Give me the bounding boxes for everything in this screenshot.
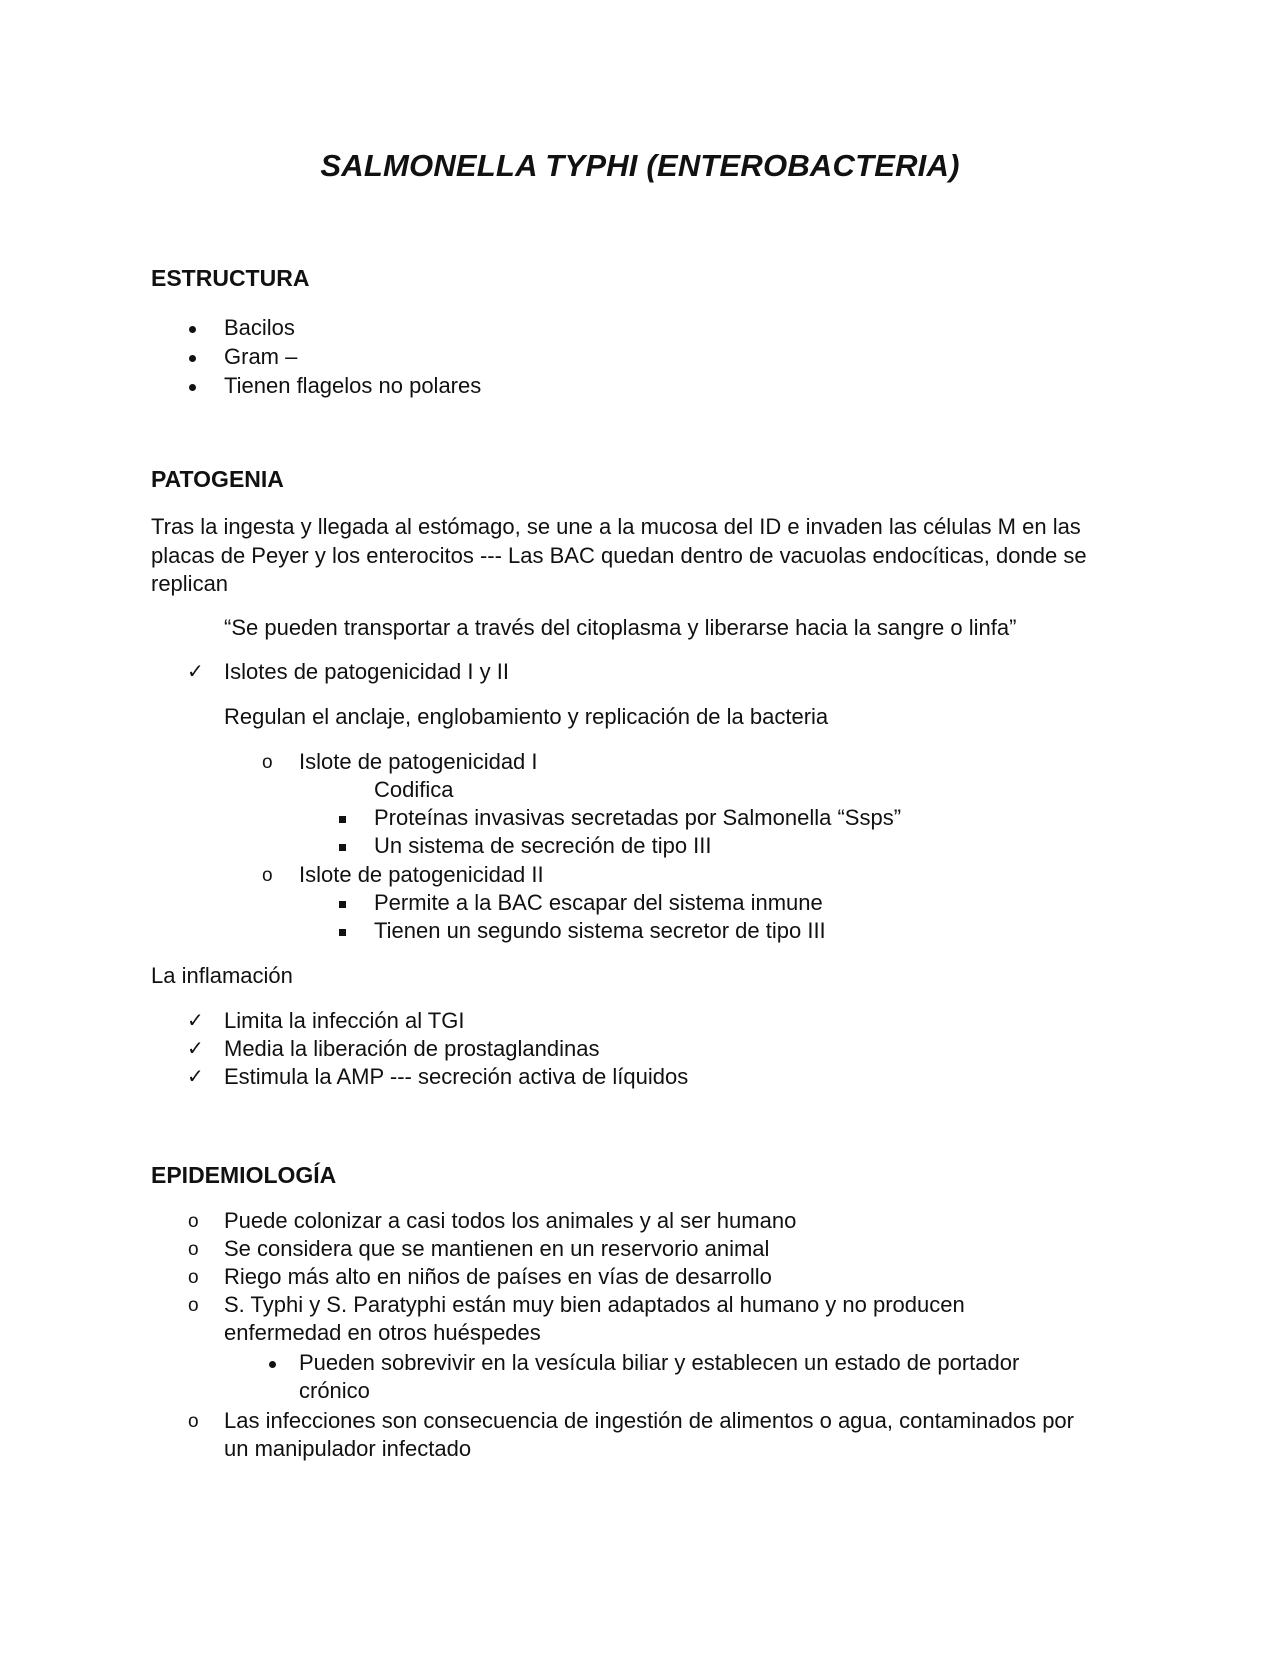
check-icon: ✓ — [187, 1010, 204, 1032]
section-heading-epidemiologia: EPIDEMIOLOGÍA — [151, 1162, 337, 1188]
check-icon: ✓ — [187, 1038, 204, 1060]
circle-bullet-icon: o — [188, 1211, 199, 1232]
list-item: Islote de patogenicidad II — [299, 862, 544, 887]
list-item: Proteínas invasivas secretadas por Salmonella “Ssps” — [374, 805, 902, 830]
list-item-continuation: un manipulador infectado — [224, 1436, 472, 1461]
list-item: Islote de patogenicidad I — [299, 749, 538, 774]
circle-bullet-icon: o — [262, 752, 273, 773]
list-item-continuation: crónico — [299, 1378, 370, 1403]
check-icon: ✓ — [187, 661, 204, 683]
quote-text: “Se pueden transportar a través del citoplasma y liberarse hacia la sangre o linfa” — [224, 615, 1017, 640]
square-bullet-icon — [339, 901, 346, 908]
circle-bullet-icon: o — [188, 1295, 199, 1316]
patogenia-paragraph: Tras la ingesta y llegada al estómago, se une a la mucosa del ID e invaden las células M en las placas de Peyer y los enterocitos --- Las BAC quedan dentro de vacuolas endocíticas, donde se replican — [151, 514, 1087, 596]
list-item: Tienen un segundo sistema secretor de tipo III — [374, 918, 826, 943]
list-item: Pueden sobrevivir en la vesícula biliar y establecen un estado de portador — [299, 1350, 1020, 1375]
bullet-icon — [269, 1361, 276, 1368]
list-item-continuation: enfermedad en otros huéspedes — [224, 1320, 541, 1345]
list-item: S. Typhi y S. Paratyphi están muy bien adaptados al humano y no producen — [224, 1292, 965, 1317]
square-bullet-icon — [339, 844, 346, 851]
list-item: Media la liberación de prostaglandinas — [224, 1036, 600, 1061]
circle-bullet-icon: o — [188, 1239, 199, 1260]
list-item: Limita la infección al TGI — [224, 1008, 465, 1033]
section-heading-patogenia: PATOGENIA — [151, 466, 284, 492]
circle-bullet-icon: o — [188, 1267, 199, 1288]
list-item: Islotes de patogenicidad I y II — [224, 659, 509, 684]
list-item: Permite a la BAC escapar del sistema inmune — [374, 890, 823, 915]
list-item: Tienen flagelos no polares — [224, 373, 482, 398]
codifica-label: Codifica — [374, 777, 454, 802]
section-heading-estructura: ESTRUCTURA — [151, 265, 310, 291]
bullet-icon — [189, 355, 196, 362]
list-item: Las infecciones son consecuencia de ingestión de alimentos o agua, contaminados por — [224, 1408, 1074, 1433]
list-item: Puede colonizar a casi todos los animales y al ser humano — [224, 1208, 797, 1233]
square-bullet-icon — [339, 816, 346, 823]
check-icon: ✓ — [187, 1066, 204, 1088]
list-item: Bacilos — [224, 315, 295, 340]
list-item: Se considera que se mantienen en un reservorio animal — [224, 1236, 770, 1261]
list-item: Un sistema de secreción de tipo III — [374, 833, 712, 858]
list-item: Gram – — [224, 344, 298, 369]
inflamacion-label: La inflamación — [151, 963, 293, 988]
document-title: SALMONELLA TYPHI (ENTEROBACTERIA) — [320, 148, 960, 183]
bullet-icon — [189, 326, 196, 333]
circle-bullet-icon: o — [262, 865, 273, 886]
square-bullet-icon — [339, 929, 346, 936]
list-item: Estimula la AMP --- secreción activa de líquidos — [224, 1064, 689, 1089]
list-item: Riego más alto en niños de países en vías de desarrollo — [224, 1264, 772, 1289]
circle-bullet-icon: o — [188, 1411, 199, 1432]
regulan-text: Regulan el anclaje, englobamiento y replicación de la bacteria — [224, 704, 829, 729]
bullet-icon — [189, 384, 196, 391]
